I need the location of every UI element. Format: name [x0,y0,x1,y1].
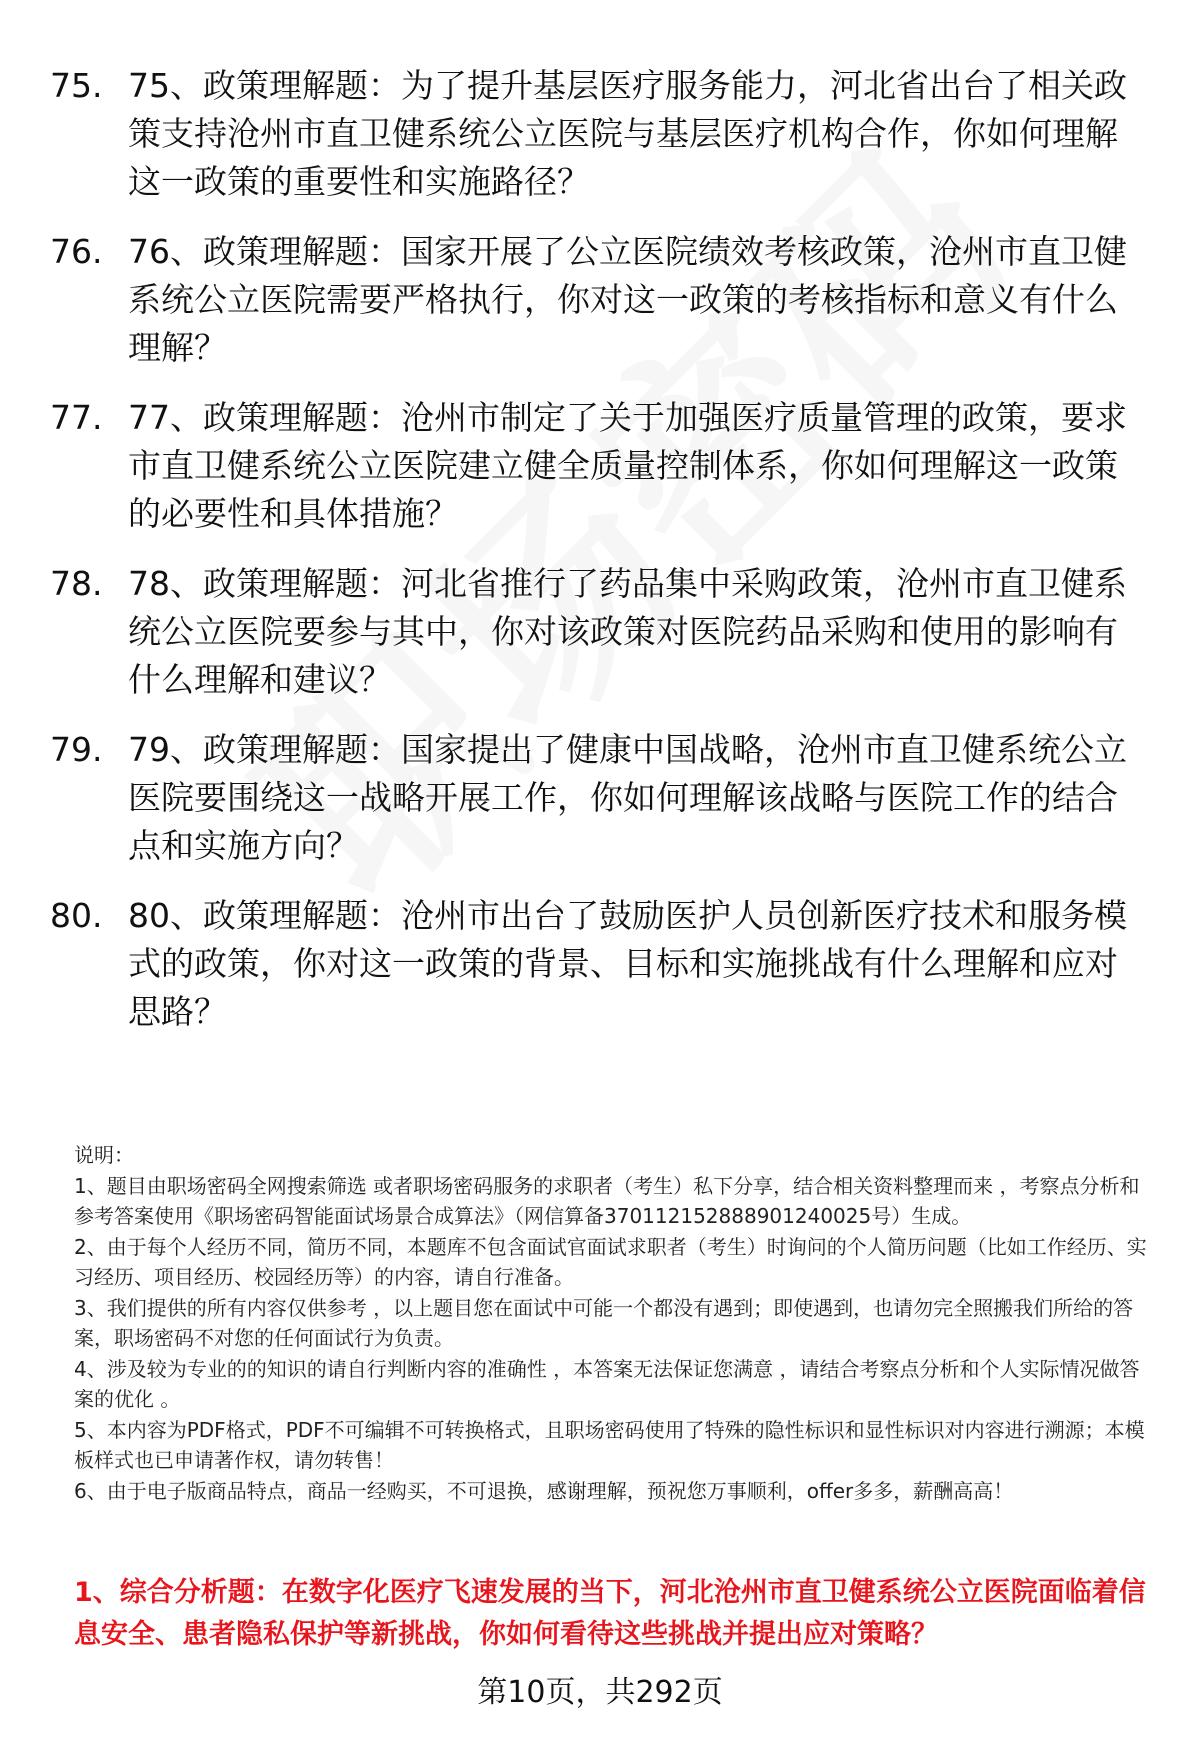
question-item [50,228,1150,372]
question-number: 80. [50,896,103,935]
notes-title: 说明： [74,1143,134,1167]
question-item [50,62,1150,206]
note-item: 3、我们提供的所有内容仅供参考 ，以上题目您在面试中可能一个都没有遇到；即使遇到，也请勿完全照搬我们所给的答案，职场密码不对您的任何面试行为负责。 [74,1295,1134,1350]
question-text: 78、政策理解题：河北省推行了药品集中采购政策，沧州市直卫健系统公立医院要参与其中，你对该政策对医院药品采购和使用的影响有什么理解和建议？ [128,564,1127,699]
question-number: 78. [50,564,103,603]
question-number: 79. [50,730,103,769]
question-item [50,892,1150,1036]
question-text: 76、政策理解题：国家开展了公立医院绩效考核政策，沧州市直卫健系统公立医院需要严格执行，你对这一政策的考核指标和意义有什么理解？ [128,232,1127,367]
note-item: 4、涉及较为专业的的知识的请自行判断内容的准确性 ，本答案无法保证您满意 ，请结合考察点分析和个人实际情况做答案的优化 。 [74,1356,1140,1411]
question-text: 80、政策理解题：沧州市出台了鼓励医护人员创新医疗技术和服务模式的政策，你对这一政策的背景、目标和实施挑战有什么理解和应对思路？ [128,896,1127,1031]
note-item: 5、本内容为PDF格式，PDF不可编辑不可转换格式，且职场密码使用了特殊的隐性标识和显性标识对内容进行溯源；本模板样式也已申请著作权，请勿转售！ [74,1417,1145,1472]
question-list [50,62,1150,1058]
note-item: 6、由于电子版商品特点，商品一经购买，不可退换，感谢理解，预祝您万事顺利，offer多多，薪酬高高！ [74,1478,1014,1503]
page-number: 第10页，共292页 [477,1675,723,1710]
question-item [50,394,1150,538]
note-item: 2、由于每个人经历不同，简历不同，本题库不包含面试官面试求职者（考生）时询问的个人简历问题（比如工作经历、实习经历、项目经历、校园经历等）的内容，请自行准备。 [74,1234,1147,1289]
question-text: 77、政策理解题：沧州市制定了关于加强医疗质量管理的政策，要求市直卫健系统公立医院建立健全质量控制体系，你如何理解这一政策的必要性和具体措施？ [128,398,1127,533]
question-number: 75. [50,66,103,105]
question-item [50,726,1150,870]
question-number: 77. [50,398,103,437]
question-text: 79、政策理解题：国家提出了健康中国战略，沧州市直卫健系统公立医院要围绕这一战略开展工作，你如何理解该战略与医院工作的结合点和实施方向？ [128,730,1127,865]
question-item [50,560,1150,704]
question-text: 75、政策理解题：为了提升基层医疗服务能力，河北省出台了相关政策支持沧州市直卫健系统公立医院与基层医疗机构合作，你如何理解这一政策的重要性和实施路径？ [128,66,1127,201]
question-number: 76. [50,232,103,271]
note-item: 1、题目由职场密码全网搜索筛选 或者职场密码服务的求职者（考生）私下分享，结合相关资料整理而来 ，考察点分析和参考答案使用《职场密码智能面试场景合成算法》（网信算备370112152888901240025号）生成。 [74,1173,1140,1228]
notes-section [74,1140,1159,1506]
next-question-heading: 1、综合分析题：在数字化医疗飞速发展的当下，河北沧州市直卫健系统公立医院面临着信息安全、患者隐私保护等新挑战，你如何看待这些挑战并提出应对策略？ [74,1577,1146,1650]
